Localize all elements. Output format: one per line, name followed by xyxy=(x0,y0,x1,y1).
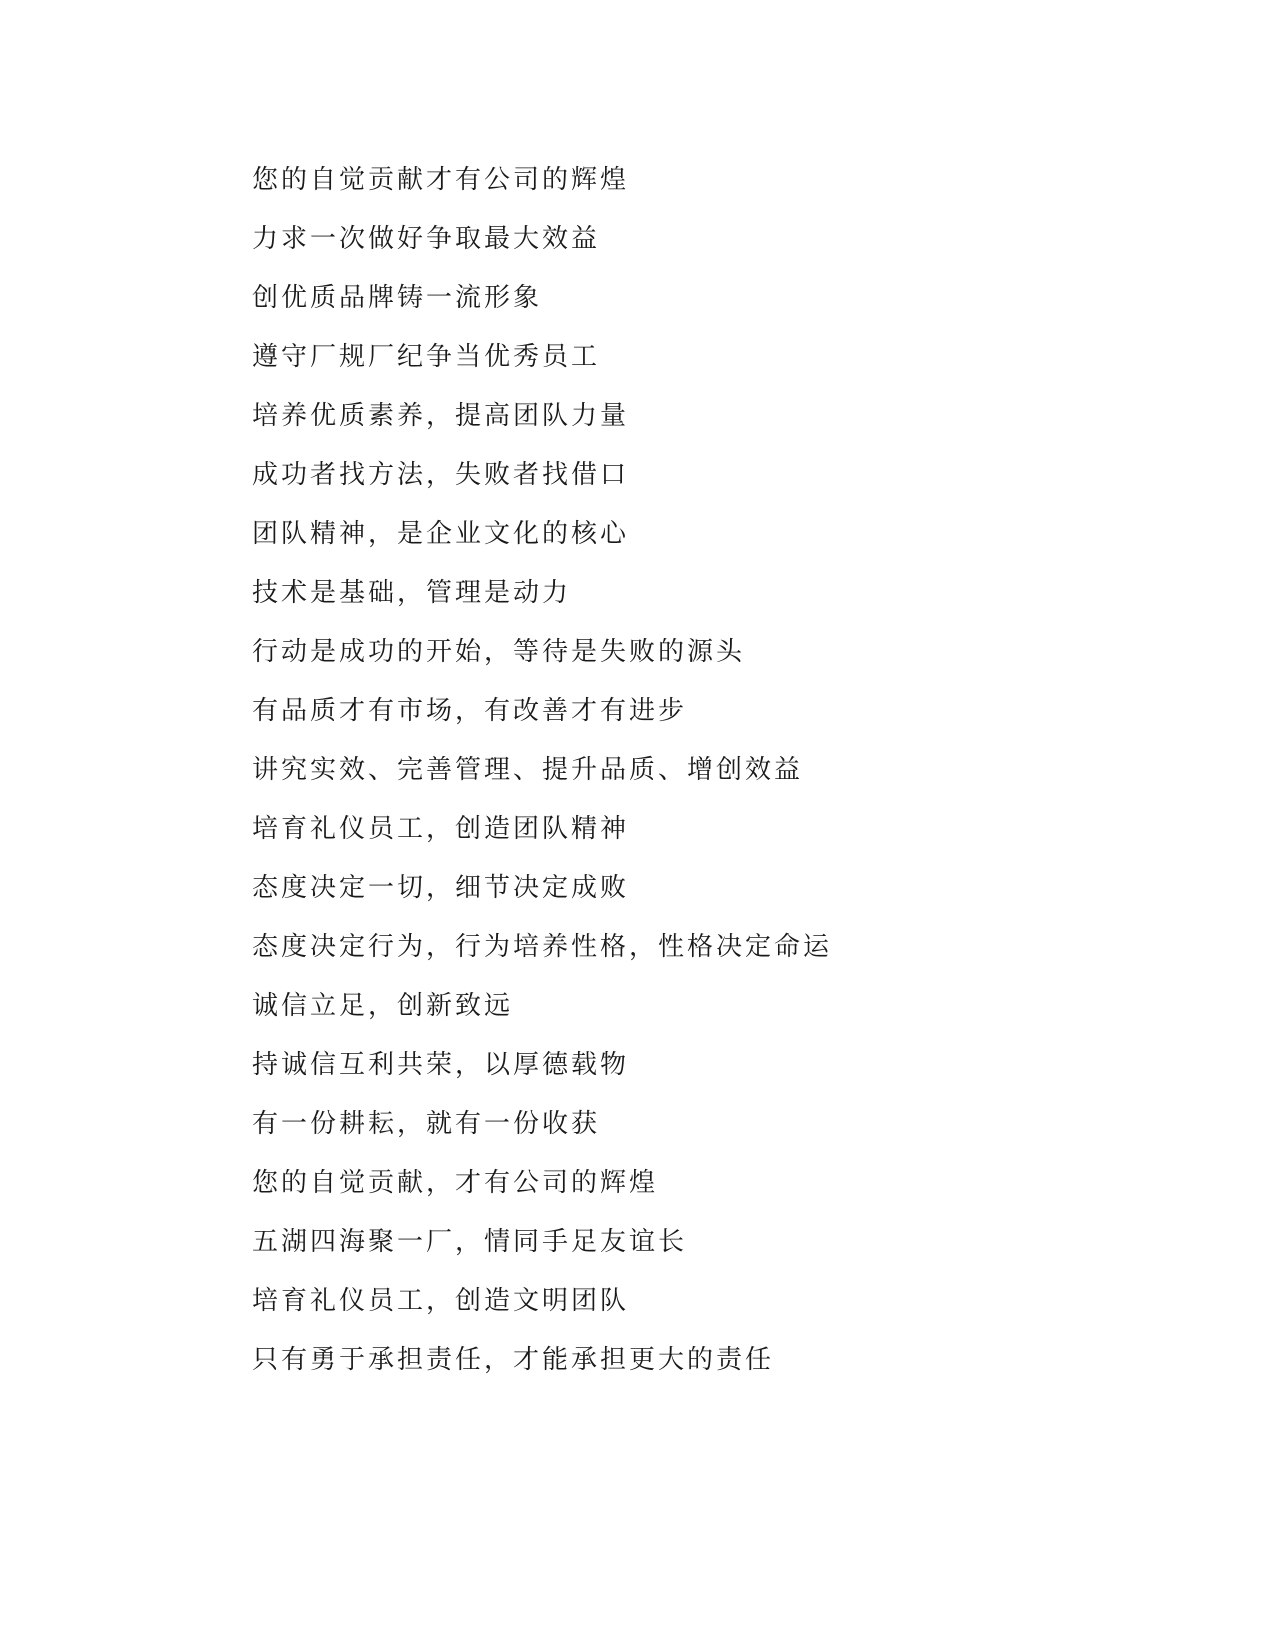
slogan-line: 遵守厂规厂纪争当优秀员工 xyxy=(252,342,601,372)
slogan-line: 创优质品牌铸一流形象 xyxy=(252,283,543,313)
slogan-line: 行动是成功的开始，等待是失败的源头 xyxy=(252,637,746,667)
slogan-line: 有品质才有市场，有改善才有进步 xyxy=(252,696,688,726)
slogan-line: 有一份耕耘，就有一份收获 xyxy=(252,1109,601,1139)
slogan-line: 成功者找方法，失败者找借口 xyxy=(252,460,630,490)
slogan-line: 讲究实效、完善管理、提升品质、增创效益 xyxy=(252,755,804,785)
slogan-line: 态度决定一切，细节决定成败 xyxy=(252,873,630,903)
slogan-line: 态度决定行为，行为培养性格，性格决定命运 xyxy=(252,932,833,962)
slogan-line: 诚信立足，创新致远 xyxy=(252,991,514,1021)
slogan-line: 团队精神，是企业文化的核心 xyxy=(252,519,630,549)
slogan-line: 您的自觉贡献才有公司的辉煌 xyxy=(252,165,630,195)
slogan-line: 持诚信互利共荣，以厚德载物 xyxy=(252,1050,630,1080)
slogan-line: 培养优质素养，提高团队力量 xyxy=(252,401,630,431)
slogan-line: 力求一次做好争取最大效益 xyxy=(252,224,601,254)
slogan-line: 五湖四海聚一厂，情同手足友谊长 xyxy=(252,1227,688,1257)
slogan-line: 培育礼仪员工，创造团队精神 xyxy=(252,814,630,844)
slogan-line: 技术是基础，管理是动力 xyxy=(252,578,572,608)
slogan-list xyxy=(252,160,1212,1399)
slogan-line: 您的自觉贡献，才有公司的辉煌 xyxy=(252,1168,659,1198)
slogan-line: 培育礼仪员工，创造文明团队 xyxy=(252,1286,630,1316)
slogan-line: 只有勇于承担责任，才能承担更大的责任 xyxy=(252,1345,775,1375)
